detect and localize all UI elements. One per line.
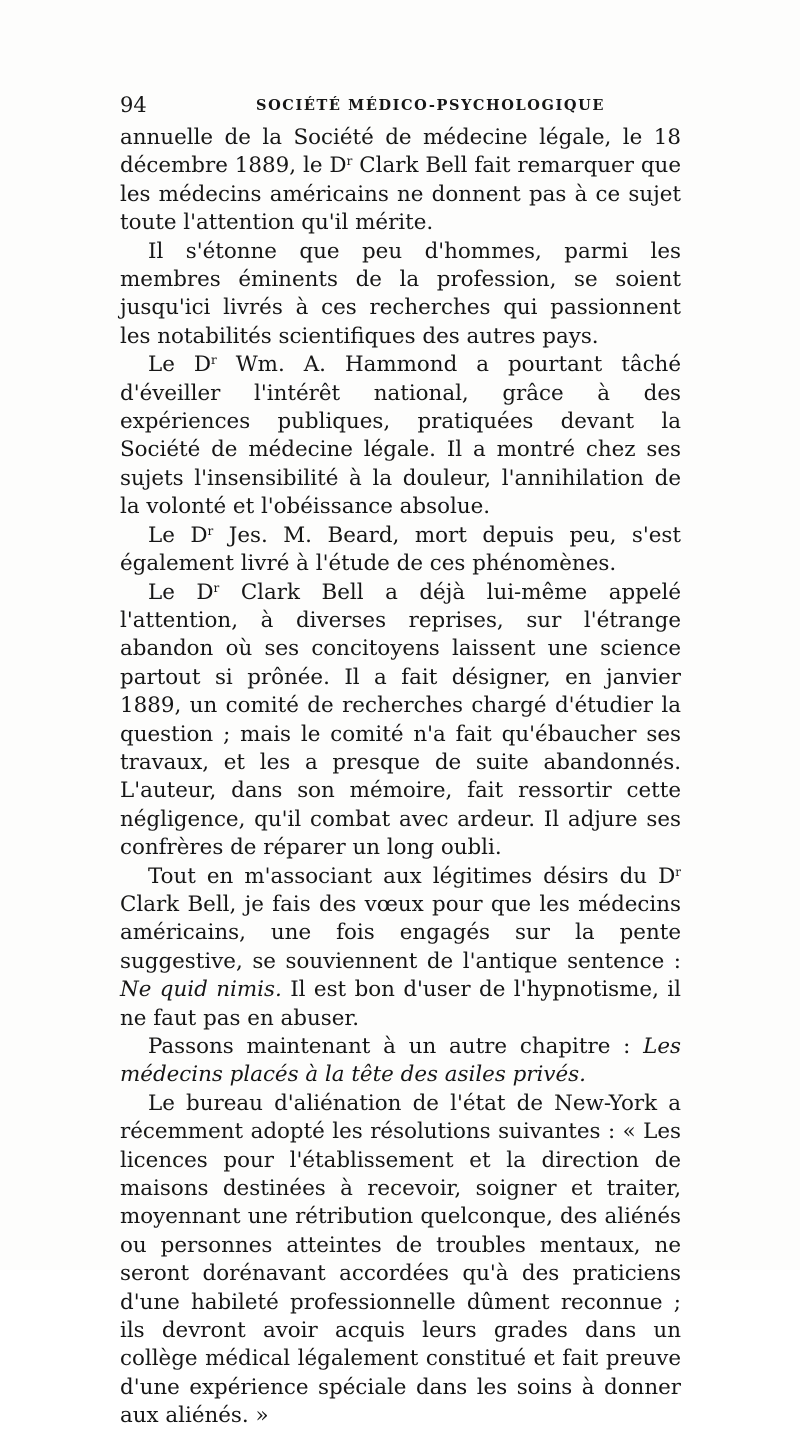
- body-text: [120, 124, 681, 1431]
- paragraph-5: Le $D^r$ Clark Bell a déjà lui-même appelé l'attention, à diverses reprises, sur l'étrange abandon où ses concitoyens laissent une science partout si prônée. Il a fait désigner, en janvier 1889, un comité de recherches chargé d'étudier la question ; mais le comité n'a fait qu'ébaucher ses travaux, et les a presque de suite abandonnés. L'auteur, dans son mémoire, fait ressortir cette négligence, qu'il combat avec ardeur. Il adjure ses confrères de réparer un long oubli.: [120, 579, 681, 861]
- paragraph-4: Le $D^r$ Jes. M. Beard, mort depuis peu, s'est également livré à l'étude de ces phénomènes.: [120, 522, 681, 577]
- running-head: [120, 92, 680, 118]
- latin-maxim: Ne quid nimis.: [120, 977, 282, 1003]
- paragraph-3: Le $D^r$ Wm. A. Hammond a pourtant tâché d'éveiller l'intérêt national, grâce à des expériences publiques, pratiquées devant la Société de médecine légale. Il a montré chez ses sujets l'insensibilité à la douleur, l'annihilation de la volonté et l'obéissance absolue.: [120, 352, 681, 520]
- chapter-title: Les médecins placés à la tête des asiles privés.: [120, 1034, 681, 1088]
- paragraph-8: Le bureau d'aliénation de l'état de New-York a récemment adopté les résolutions suivantes : « Les licences pour l'établissement et la direction de maisons destinées à recevoir, soigner et traiter, moyennant une rétribution quelconque, des aliénés ou personnes atteintes de troubles mentaux, ne seront dorénavant accordées qu'à des praticiens d'une habileté professionnelle dûment reconnue ; ils devront avoir acquis leurs grades dans un collège médical légalement constitué et fait preuve d'une expérience spéciale dans les soins à donner aux aliénés. »: [120, 1090, 681, 1429]
- page-number: 94: [120, 93, 147, 117]
- paragraph-1: annuelle de la Société de médecine légale, le 18 décembre 1889, le $D^r$ Clark Bell fait remarquer que les médecins américains ne donnent pas à ce sujet toute l'attention qu'il mérite.: [120, 125, 681, 236]
- paragraph-7: Passons maintenant à un autre chapitre : Les médecins placés à la tête des asiles privés.: [120, 1034, 681, 1088]
- paragraph-6: Tout en m'associant aux légitimes désirs du $D^r$ Clark Bell, je fais des vœux pour que les médecins américains, une fois engagés sur la pente suggestive, se souviennent de l'antique sentence : Ne quid nimis. Il est bon d'user de l'hypnotisme, il ne faut pas en abuser.: [120, 863, 681, 1031]
- running-title: SOCIÉTÉ MÉDICO-PSYCHOLOGIQUE: [256, 97, 606, 114]
- paragraph-2: Il s'étonne que peu d'hommes, parmi les membres éminents de la profession, se soient jusqu'ici livrés à ces recherches qui passionnent les notabilités scientifiques des autres pays.: [120, 238, 681, 349]
